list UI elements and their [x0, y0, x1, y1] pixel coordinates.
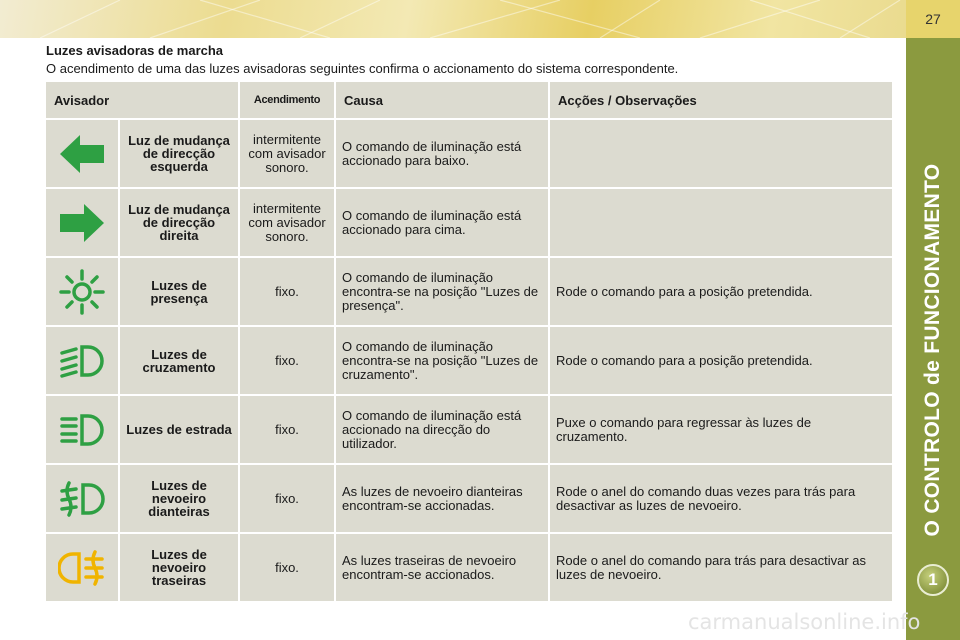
indicator-name: Luz de mudança de direcção direita	[119, 188, 239, 257]
main-beam-icon	[58, 410, 106, 450]
header-avisador: Avisador	[45, 81, 239, 119]
icon-cell	[45, 188, 119, 257]
action-text: Rode o comando para a posição pretendida.	[549, 257, 893, 326]
chapter-number: 1	[928, 570, 938, 589]
cause-text: O comando de iluminação encontra-se na posição "Luzes de cruzamento".	[335, 326, 549, 395]
action-text	[549, 188, 893, 257]
icon-cell	[45, 119, 119, 188]
front-fog-lamp-icon	[58, 479, 106, 519]
lighting-mode: fixo.	[239, 395, 335, 464]
action-text: Rode o anel do comando para trás para desactivar as luzes de nevoeiro.	[549, 533, 893, 602]
table-row	[45, 326, 893, 395]
indicator-name: Luzes de presença	[119, 257, 239, 326]
chapter-badge	[917, 564, 949, 596]
cause-text: As luzes de nevoeiro dianteiras encontram-se accionadas.	[335, 464, 549, 533]
indicator-name: Luzes de nevoeiro dianteiras	[119, 464, 239, 533]
page-number-box	[906, 0, 960, 38]
icon-cell	[45, 257, 119, 326]
indicator-name: Luzes de estrada	[119, 395, 239, 464]
cause-text: O comando de iluminação está accionado na direcção do utilizador.	[335, 395, 549, 464]
cause-text: As luzes traseiras de nevoeiro encontram-se accionados.	[335, 533, 549, 602]
lighting-mode: fixo.	[239, 533, 335, 602]
table-row	[45, 395, 893, 464]
action-text: Puxe o comando para regressar às luzes de cruzamento.	[549, 395, 893, 464]
lighting-mode: intermitente com avisador sonoro.	[239, 188, 335, 257]
table-header-row	[45, 81, 893, 119]
header-accoes: Acções / Observações	[549, 81, 893, 119]
cause-text: O comando de iluminação encontra-se na posição "Luzes de presença".	[335, 257, 549, 326]
indicator-name: Luzes de nevoeiro traseiras	[119, 533, 239, 602]
table-row	[45, 533, 893, 602]
lighting-mode: intermitente com avisador sonoro.	[239, 119, 335, 188]
table-row	[45, 257, 893, 326]
header-causa: Causa	[335, 81, 549, 119]
action-text: Rode o anel do comando duas vezes para trás para desactivar as luzes de nevoeiro.	[549, 464, 893, 533]
action-text: Rode o comando para a posição pretendida.	[549, 326, 893, 395]
lighting-mode: fixo.	[239, 326, 335, 395]
side-lights-icon	[58, 268, 106, 316]
page-number: 27	[925, 11, 941, 27]
section-intro: O acendimento de uma das luzes avisadoras seguintes confirma o accionamento do sistema correspondente.	[46, 61, 679, 76]
left-turn-arrow-icon	[58, 133, 106, 175]
indicator-name: Luzes de cruzamento	[119, 326, 239, 395]
icon-cell	[45, 464, 119, 533]
section-heading: Luzes avisadoras de marcha	[46, 43, 224, 58]
watermark: carmanualsonline.info	[688, 610, 921, 634]
table-row	[45, 464, 893, 533]
icon-cell	[45, 395, 119, 464]
chapter-title: O CONTROLO de FUNCIONAMENTO	[921, 163, 944, 537]
table-row	[45, 188, 893, 257]
lighting-mode: fixo.	[239, 257, 335, 326]
banner-decoration	[0, 0, 906, 38]
warning-lights-table	[44, 80, 894, 603]
header-acendimento: Acendimento	[239, 81, 335, 119]
icon-cell	[45, 326, 119, 395]
indicator-name: Luz de mudança de direcção esquerda	[119, 119, 239, 188]
table-row	[45, 119, 893, 188]
cause-text: O comando de iluminação está accionado para cima.	[335, 188, 549, 257]
header-banner	[0, 0, 906, 38]
action-text	[549, 119, 893, 188]
rear-fog-lamp-icon	[58, 548, 106, 588]
lighting-mode: fixo.	[239, 464, 335, 533]
right-turn-arrow-icon	[58, 202, 106, 244]
cause-text: O comando de iluminação está accionado para baixo.	[335, 119, 549, 188]
dipped-beam-icon	[58, 341, 106, 381]
icon-cell	[45, 533, 119, 602]
